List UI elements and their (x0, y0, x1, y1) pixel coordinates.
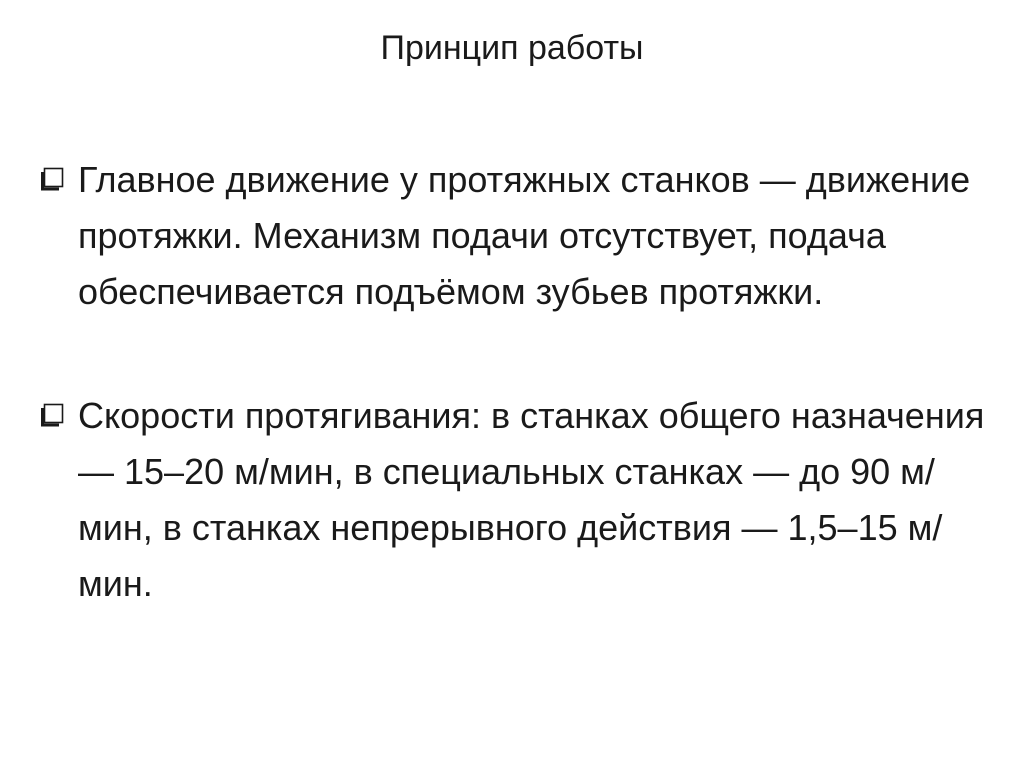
bullet-item (40, 388, 1000, 612)
bullet-list (40, 152, 1000, 680)
bullet-text: Скорости протягивания: в станках общего назначения — 15–20 м/мин, в специальных станках — до 90 м/мин, в станках непрерывного действия — 1,5–15 м/мин. (78, 395, 985, 604)
checkbox-square-icon (40, 167, 64, 191)
checkbox-square-icon (40, 403, 64, 427)
bullet-item (40, 152, 1000, 320)
slide-title: Принцип работы (380, 29, 644, 67)
bullet-text: Главное движение у протяжных станков — движение протяжки. Механизм подачи отсутствует, подача обеспечивается подъёмом зубьев протяжки. (78, 159, 971, 312)
